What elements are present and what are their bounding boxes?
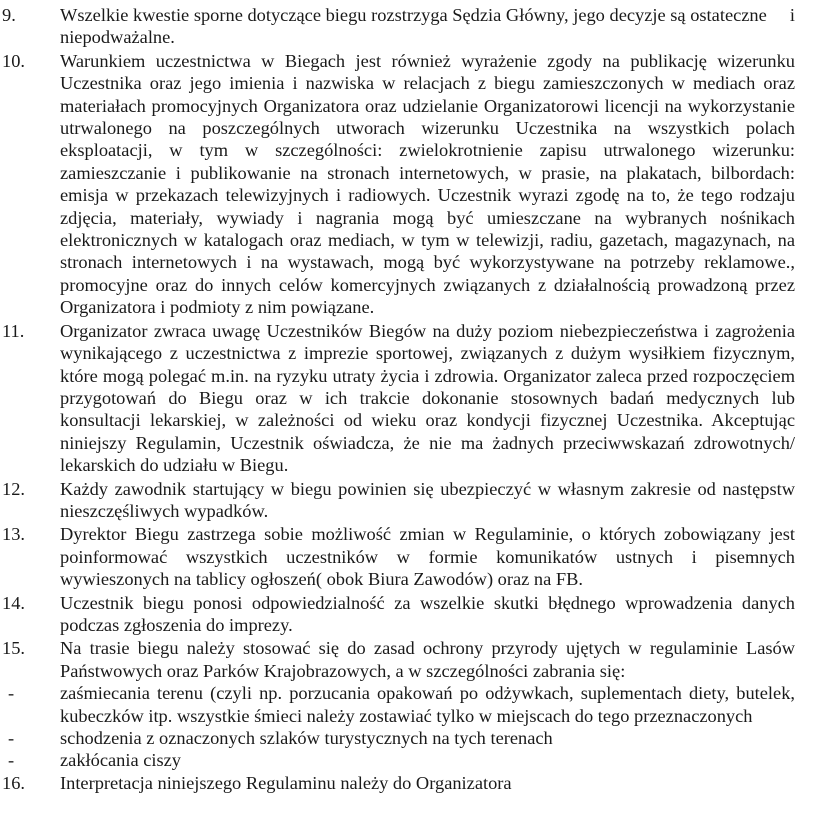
list-item-11 — [2, 320, 795, 477]
bullet-text: zakłócania ciszy — [60, 750, 182, 771]
item-text: Każdy zawodnik startujący w biegu powinien się ubezpieczyć w własnym zakresie od następstw nieszczęśliwych wypadków. — [60, 478, 795, 521]
item-number: 11. — [2, 320, 25, 341]
bullet-dash: - — [8, 750, 15, 771]
item-text: Uczestnik biegu ponosi odpowiedzialność za wszelkie skutki błędnego wprowadzenia danych podczas zgłoszenia do imprezy. — [60, 592, 795, 635]
item-number: 12. — [2, 478, 25, 499]
item-number: 14. — [2, 592, 25, 613]
item-text: Interpretacja niniejszego Regulaminu należy do Organizatora — [60, 772, 512, 793]
item-text: Dyrektor Biegu zastrzega sobie możliwość zmian w Regulaminie, o których zobowiązany jest poinformować wszystkich uczestników w formie komunikatów ustnych i pisemnych wywieszonych na tablicy ogłoszeń( obok Biura Zawodów) oraz na FB. — [60, 524, 795, 590]
bullet-text: zaśmiecania terenu (czyli np. porzucania opakowań po odżywkach, suplementach diety, butelek, kubeczków itp. wszystkie śmieci należy zostawiać tylko w miejscach do tego przeznaczonych — [60, 683, 795, 726]
item-number: 16. — [2, 772, 25, 793]
list-item-10 — [2, 50, 795, 319]
bullet-text: schodzenia z oznaczonych szlaków turystycznych na tych terenach — [60, 728, 553, 748]
list-item-16 — [2, 772, 795, 794]
item-number: 10. — [2, 50, 25, 71]
bullet-item — [2, 682, 795, 727]
item-text: Organizator zwraca uwagę Uczestników Biegów na duży poziom niebezpieczeństwa i zagrożenia wynikającego z uczestnictwa z imprezie sportowej, związanych z dużym wysiłkiem fizycznym, które mogą polegać m.in. na ryzyku utraty życia i zdrowia. Organizator zaleca przed rozpoczęciem przygotowań do Biegu oraz w ich trakcie dokonanie stosownych badań medycznych lub konsultacji lekarskiej, w zależności od wieku oraz kondycji fizycznej Uczestnika. Akceptując niniejszy Regulamin, Uczestnik oświadcza, że nie ma żadnych przeciwwskazań zdrowotnych/ lekarskich do udziału w Biegu. — [60, 320, 795, 476]
list-item-13 — [2, 523, 795, 590]
item-text: Warunkiem uczestnictwa w Biegach jest również wyrażenie zgody na publikację wizerunku Uczestnika oraz jego imienia i nazwiska w relacjach z biegu zamieszczonych w mediach oraz materiałach promocyjnych Organizatora oraz udzielanie Organizatorowi licencji na wykorzystanie utrwalonego na poszczególnych utworach wizerunku Uczestnika na wszystkich polach eksploatacji, w tym w szczególności: zwielokrotnienie zapisu utrwalonego wizerunku: zamieszczanie i publikowanie na stronach internetowych, w prasie, na plakatach, bilbordach: emisja w przekazach telewizyjnych i radiowych. Uczestnik wyrazi zgodę na to, że tego rodzaju zdjęcia, materiały, wywiady i nagrania mogą być umieszczane na wybranych nośnikach elektronicznych w katalogach oraz mediach, w tym w telewizji, radiu, gazetach, magazynach, na stronach internetowych i na wystawach, mogą być wykorzystywane na potrzeby reklamowe., promocyjne oraz do innych celów komercyjnych związanych z działalnością prowadzoną przez Organizatora i podmioty z nim powiązane. — [60, 50, 795, 318]
item-text: Na trasie biegu należy stosować się do zasad ochrony przyrody ujętych w regulaminie Lasów Państwowych oraz Parków Krajobrazowych, a w szczególności zabrania się: — [60, 638, 795, 681]
item-number: 13. — [2, 524, 25, 545]
item-number: 15. — [2, 638, 25, 659]
list-item-14 — [2, 592, 795, 637]
list-item-12 — [2, 478, 795, 523]
list-item-15 — [2, 637, 795, 682]
list-item-9 — [2, 4, 800, 49]
item-number: 9. — [2, 5, 16, 25]
bullet-item — [2, 727, 795, 749]
bullet-dash: - — [8, 728, 15, 748]
bullet-item — [2, 749, 795, 771]
bullet-dash: - — [8, 683, 15, 704]
item-text: Wszelkie kwestie sporne dotyczące biegu rozstrzyga Sędzia Główny, jego decyzje są ostateczne i niepodważalne. — [60, 5, 800, 48]
